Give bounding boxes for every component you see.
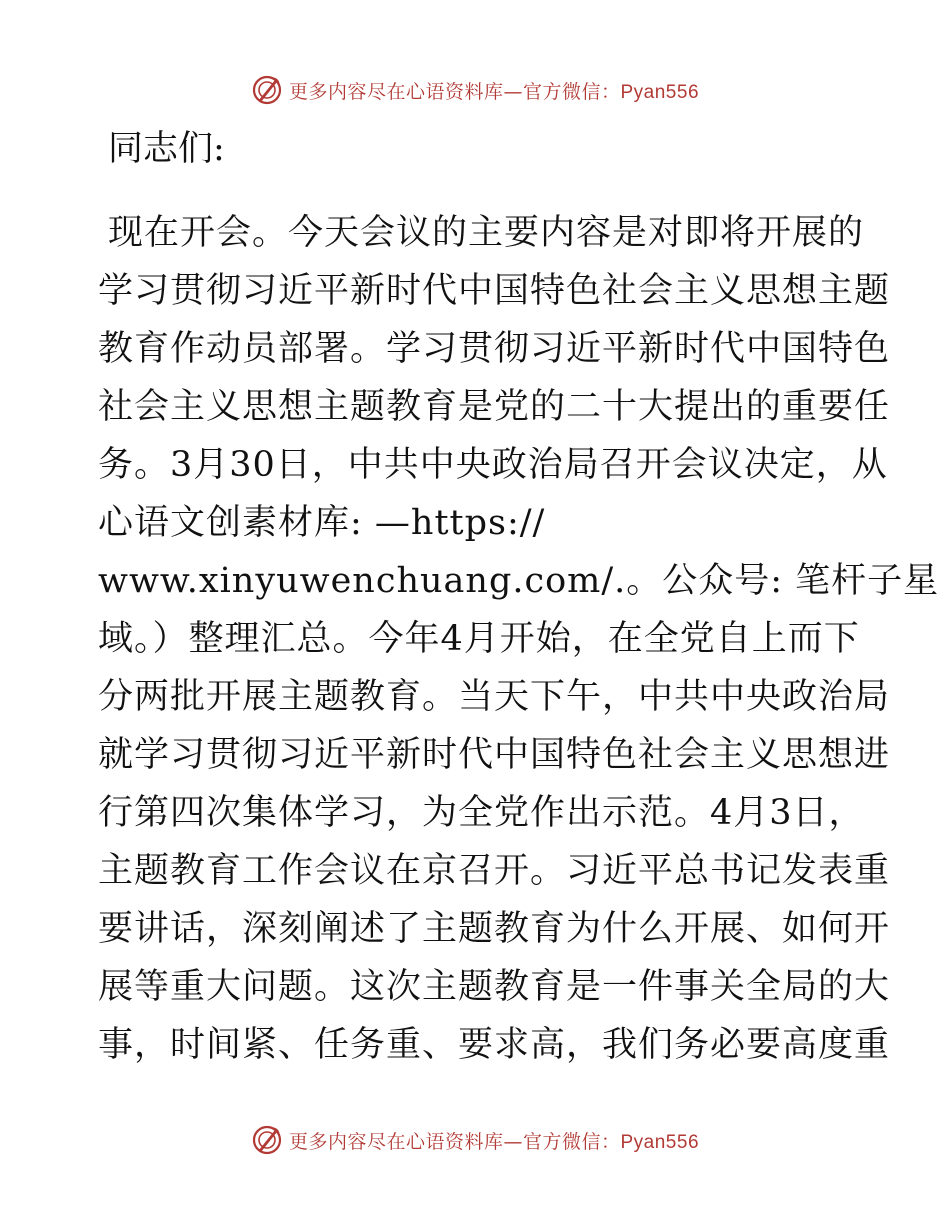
document-body xyxy=(98,120,940,1074)
text-line: 域。）整理汇总。今年4月开始，在全党自上而下 xyxy=(98,619,860,659)
text-line: 学习贯彻习近平新时代中国特色社会主义思想主题 xyxy=(98,271,891,311)
banner-separator: — xyxy=(503,1130,523,1153)
text-line: www.xinyuwenchuang.com/.。公众号: 笔杆子星 xyxy=(98,561,940,601)
banner-main-text: 更多内容尽在心语资料库 xyxy=(288,1130,504,1153)
footer-banner xyxy=(0,1120,950,1160)
banner-text xyxy=(289,1127,699,1154)
banner-wechat-label: 官方微信： xyxy=(522,1130,621,1153)
text-line: 主题教育工作会议在京召开。习近平总书记发表重 xyxy=(98,851,891,891)
text-line: 事，时间紧、任务重、要求高，我们务必要高度重 xyxy=(98,1025,891,1065)
text-line: 现在开会。今天会议的主要内容是对即将开展的 xyxy=(108,213,865,253)
quill-logo-icon xyxy=(251,1124,283,1156)
text-line: 就学习贯彻习近平新时代中国特色社会主义思想进 xyxy=(98,735,891,775)
text-line: 务。3月30日，中共中央政治局召开会议决定，从 xyxy=(98,445,888,485)
quill-logo-icon xyxy=(251,74,283,106)
text-line: 分两批开展主题教育。当天下午，中共中央政治局 xyxy=(98,677,891,717)
header-banner xyxy=(0,70,950,110)
greeting: 同志们: xyxy=(108,129,225,169)
text-line: 展等重大问题。这次主题教育是一件事关全局的大 xyxy=(98,967,891,1007)
text-line: 行第四次集体学习，为全党作出示范。4月3日， xyxy=(98,793,865,833)
banner-text xyxy=(289,77,699,104)
text-line: 教育作动员部署。学习贯彻习近平新时代中国特色 xyxy=(98,329,891,369)
text-line: 社会主义思想主题教育是党的二十大提出的重要任 xyxy=(98,387,891,427)
banner-wechat-label: 官方微信： xyxy=(522,80,621,103)
banner-separator: — xyxy=(503,80,523,103)
text-line: 心语文创素材库: —https:// xyxy=(98,503,546,543)
banner-wechat-id: Pyan556 xyxy=(620,81,700,103)
banner-main-text: 更多内容尽在心语资料库 xyxy=(288,80,504,103)
banner-wechat-id: Pyan556 xyxy=(620,1131,700,1153)
text-line: 要讲话，深刻阐述了主题教育为什么开展、如何开 xyxy=(98,909,891,949)
